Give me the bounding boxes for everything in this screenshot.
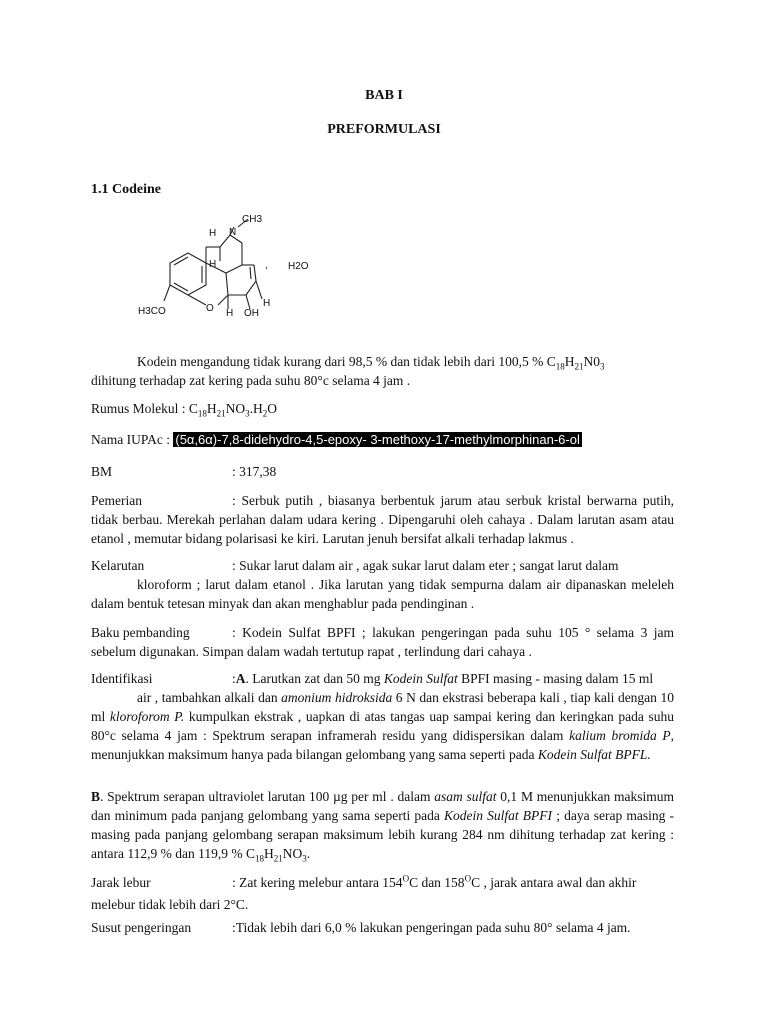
identifikasi-text-1: . Larutkan zat dan 50 mg — [245, 671, 384, 686]
part-b-sub-3: 3 — [302, 853, 307, 864]
identifikasi-mark-a: A — [235, 671, 246, 686]
rumus-s2: 21 — [216, 408, 226, 419]
part-b-sub-2: 21 — [273, 853, 283, 864]
iupac-label: Nama IUPAc : — [91, 432, 170, 447]
part-b-text-2: 0,1 M menunjukkan maksimum dan minimum pada panjang gelombang yang sama seperti pada — [91, 789, 674, 823]
rumus-molekul — [91, 399, 674, 418]
kelarutan-line1: : Sukar larut dalam air , agak sukar larut dalam eter ; sangat larut dalam — [232, 558, 619, 573]
identifikasi-text-4: 6 N dan ekstrasi beberapa kali , tiap kali dengan 10 ml — [91, 690, 674, 724]
nama-iupac — [91, 430, 674, 449]
rumus-o: O — [267, 401, 278, 416]
structure-h-bottom-2: H — [263, 298, 271, 309]
part-b-paragraph — [91, 787, 674, 863]
rumus-no: NO — [225, 401, 246, 416]
intro-sub-2: 21 — [574, 361, 584, 372]
part-b-text-5: NO — [282, 846, 303, 861]
rumus-h2: .H — [249, 401, 263, 416]
structure-h-mid: H — [209, 259, 217, 270]
rumus-s3: 3 — [245, 408, 250, 419]
section-heading: 1.1 Codeine — [91, 182, 161, 197]
jarak-text-3: C , jarak antara awal dan akhir — [471, 875, 637, 890]
jarak-degree-1: O — [402, 873, 410, 884]
codeine-structure-image — [130, 205, 330, 325]
rumus-s1: 18 — [197, 408, 207, 419]
part-b-text-3: ; daya serap masing - masing pada panjang gelombang serapan maksimum lebih kurang 284 nm dihitung terhadap zat kering : antara 112,9 % dan 119,9 % C — [91, 808, 675, 861]
page-title: PREFORMULASI — [327, 122, 441, 137]
pemerian-label: Pemerian — [91, 493, 142, 508]
jarak-lebur-row — [91, 872, 674, 916]
susut-label: Susut pengeringan — [91, 920, 192, 935]
bm-value: : 317,38 — [232, 464, 277, 479]
susut-row — [91, 918, 674, 937]
identifikasi-italic-1: Kodein Sulfat — [383, 671, 458, 686]
structure-h3co: H3CO — [138, 306, 166, 317]
baku-label: Baku pembanding — [91, 625, 190, 640]
structure-oh: OH — [244, 308, 259, 319]
pemerian-row — [91, 491, 674, 548]
identifikasi-label: Identifikasi — [91, 671, 153, 686]
intro-n0: N0 — [583, 354, 601, 369]
identifikasi-text-5: kumpulkan ekstrak , uapkan di atas tangas uap sampai kering dan keringkan pada suhu 80°c selama 4 jam : Spektrum serapan inframerah residu yang didispersikan dalam — [91, 709, 674, 743]
structure-ch3: CH3 — [242, 214, 263, 225]
structure-h2o: H2O — [288, 261, 309, 272]
rumus-label: Rumus Molekul : — [91, 401, 186, 416]
pemerian-value: : Serbuk putih , biasanya berbentuk jarum atau serbuk kristal berwarna putih, tidak berbau. Merekah perlahan dalam udara kering . Dipengaruhi oleh cahaya . Dalam larutan asam atau etanol , memutar bidang polarisasi ke kiri. Larutan jenuh bersifat alkali terhadap lakmus . — [91, 493, 674, 546]
bm-label: BM — [91, 464, 113, 479]
jarak-label: Jarak lebur — [91, 875, 151, 890]
part-b-sub-1: 18 — [254, 853, 264, 864]
identifikasi-italic-2: amonium hidroksida — [281, 690, 393, 705]
kelarutan-row — [91, 556, 674, 613]
intro-paragraph — [91, 352, 674, 390]
baku-row — [91, 623, 674, 661]
part-b-text-6: . — [306, 846, 311, 861]
part-b-italic-1: asam sulfat — [434, 789, 497, 804]
kelarutan-rest: kloroform ; larut dalam etanol . Jika larutan yang tidak sempurna dalam air dipanaskan meleleh dalam bentuk tetesan minyak dan akan menghablur pada pendinginan . — [91, 577, 674, 611]
kelarutan-label: Kelarutan — [91, 558, 145, 573]
intro-text: Kodein mengandung tidak kurang dari 98,5 % dan tidak lebih dari 100,5 % C — [137, 354, 556, 369]
part-b-text-1: . Spektrum serapan ultraviolet larutan 100 µg per ml . dalam — [100, 789, 435, 804]
iupac-value-highlighted: (5α,6α)-7,8-didehydro-4,5-epoxy- 3-methoxy-17-methylmorphinan-6-ol — [175, 432, 580, 447]
jarak-degree-2: O — [464, 873, 472, 884]
intro-text-line2: dihitung terhadap zat kering pada suhu 80°c selama 4 jam . — [91, 373, 411, 388]
intro-sub-3: 3 — [600, 361, 605, 372]
chapter-heading: BAB I — [365, 88, 403, 103]
rumus-h: H — [206, 401, 217, 416]
rumus-s4: 2 — [262, 408, 268, 419]
identifikasi-italic-4: kalium bromida P — [569, 728, 671, 743]
susut-value: :Tidak lebih dari 6,0 % lakukan pengeringan pada suhu 80° selama 4 jam. — [232, 920, 631, 935]
identifikasi-text-2: BPFI masing - masing dalam 15 ml — [457, 671, 654, 686]
structure-comma: , — [265, 260, 268, 271]
structure-h-bottom-1: H — [226, 308, 234, 319]
intro-h: H — [564, 354, 575, 369]
structure-h-top: H — [209, 228, 217, 239]
jarak-text-1: : Zat kering melebur antara 154 — [232, 875, 403, 890]
jarak-line2: melebur tidak lebih dari 2°C. — [91, 897, 249, 912]
identifikasi-colon: : — [232, 671, 236, 686]
identifikasi-continuation — [91, 688, 674, 764]
identifikasi-italic-5: Kodein Sulfat BPFL. — [537, 747, 651, 762]
structure-n: N — [229, 227, 237, 238]
part-b-mark: B — [91, 789, 101, 804]
baku-value: : Kodein Sulfat BPFI ; lakukan pengeringan pada suhu 105 ° selama 3 jam sebelum digunakan. Simpan dalam wadah tertutup rapat , terlindung dari cahaya . — [91, 625, 674, 659]
part-b-text-4: H — [263, 846, 274, 861]
identifikasi-text-6: , menunjukkan maksimum hanya pada bilangan gelombang yang sama seperti pada — [91, 728, 674, 762]
identifikasi-italic-3: kloroforom P. — [109, 709, 185, 724]
intro-sub-1: 18 — [555, 361, 565, 372]
identifikasi-row — [91, 669, 674, 764]
jarak-text-2: C dan 158 — [409, 875, 465, 890]
identifikasi-text-3: air , tambahkan alkali dan — [137, 690, 282, 705]
part-b-italic-2: Kodein Sulfat BPFI — [444, 808, 553, 823]
rumus-c: C — [188, 401, 198, 416]
structure-o: O — [206, 303, 214, 314]
bm-row — [91, 462, 674, 481]
